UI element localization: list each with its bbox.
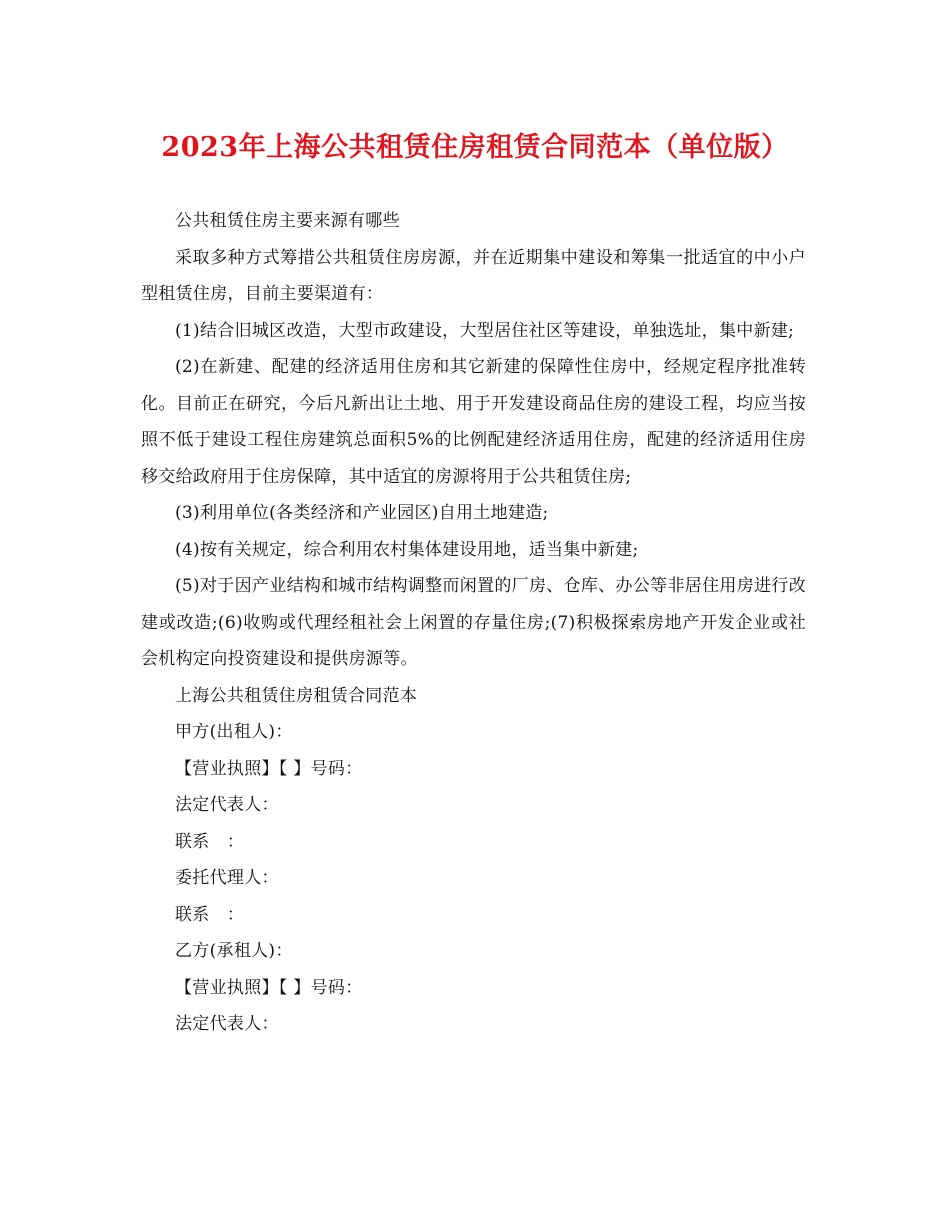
field-party-a: 甲方(出租人)：: [175, 722, 293, 742]
paragraph-intro: 采取多种方式筹措公共租赁住房房源，并在近期集中建设和筹集一批适宜的中小户型租赁住房，目前主要渠道有：: [141, 247, 806, 304]
section-heading-contract: 上海公共租赁住房租赁合同范本: [175, 685, 418, 706]
field-contact-a: 联系 ：: [175, 831, 245, 852]
paragraph-item-1: (1)结合旧城区改造，大型市政建设，大型居住社区等建设，单独选址，集中新建;: [175, 320, 795, 341]
document-title: 2023年上海公共租赁住房租赁合同范本（单位版）: [161, 132, 789, 163]
paragraph-item-2: (2)在新建、配建的经济适用住房和其它新建的保障性住房中，经规定程序批准转化。目前正在研究，今后凡新出让土地、用于开发建设商品住房的建设工程，均应当按照不低于建设工程住房建筑总面积5%的比例配建经济适用住房，配建的经济适用住房移交给政府用于住房保障，其中适宜的房源将用于公共租赁住房;: [141, 357, 806, 487]
paragraph-item-5-7: (5)对于因产业结构和城市结构调整而闲置的厂房、仓库、办公等非居住用房进行改建或改造;(6)收购或代理经租社会上闲置的存量住房;(7)积极探索房地产开发企业或社会机构定向投资建设和提供房源等。: [141, 576, 806, 669]
field-party-b: 乙方(承租人)：: [175, 941, 293, 961]
paragraph-item-3: (3)利用单位(各类经济和产业园区)自用土地建造;: [175, 503, 549, 523]
field-legal-rep-b: 法定代表人：: [175, 1014, 279, 1034]
field-agent-a: 委托代理人：: [175, 868, 279, 888]
section-heading-sources: 公共租赁住房主要来源有哪些: [175, 211, 400, 231]
paragraph-item-4: (4)按有关规定，综合利用农村集体建设用地，适当集中新建;: [175, 539, 639, 560]
field-license-a: 【营业执照】【 】号码：: [175, 758, 363, 779]
field-license-b: 【营业执照】【 】号码：: [175, 977, 363, 998]
field-contact-agent-a: 联系 ：: [175, 904, 245, 925]
field-legal-rep-a: 法定代表人：: [175, 795, 279, 815]
document-body: [141, 203, 806, 1043]
